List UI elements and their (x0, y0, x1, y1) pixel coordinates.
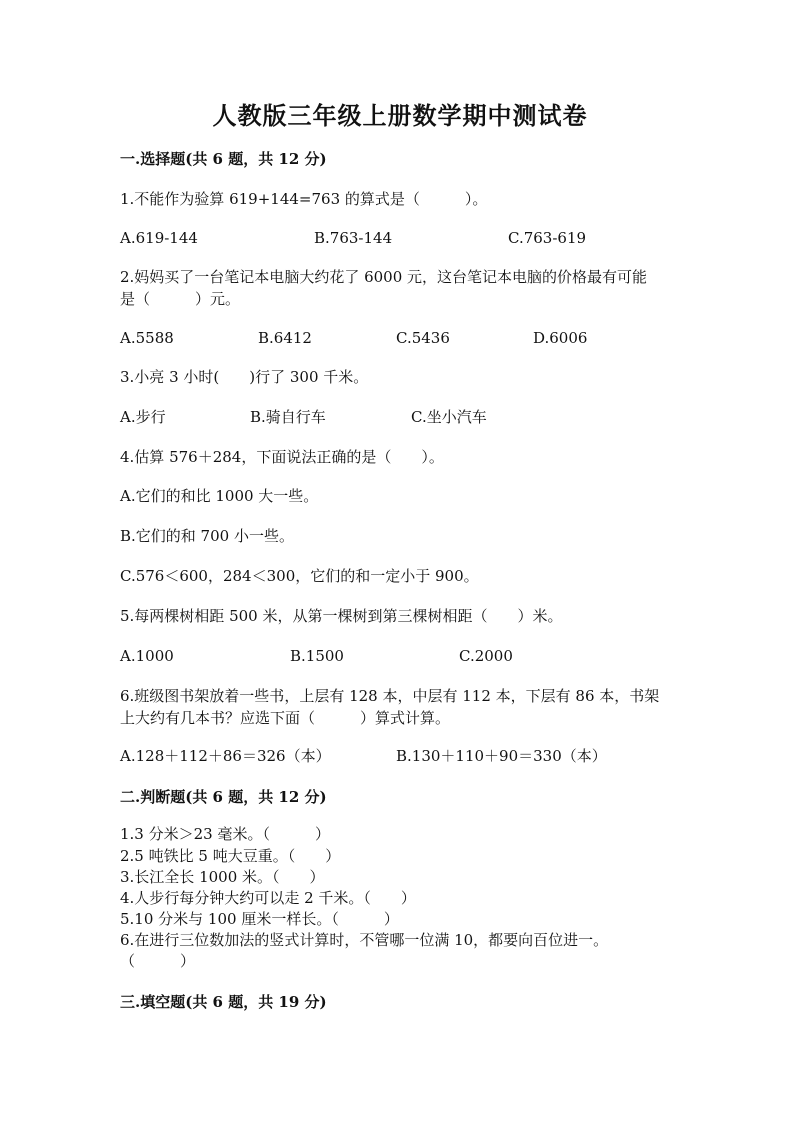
question-1-option-b: B.763-144 (314, 229, 393, 247)
section-heading-fill-in: 三.填空题(共 6 题，共 19 分) (120, 993, 327, 1011)
question-2-stem-line-2: 是（ ）元。 (120, 290, 241, 308)
question-6-option-b: B.130＋110＋90＝330（本） (396, 747, 607, 765)
section-heading-judgement: 二.判断题(共 6 题，共 12 分) (120, 788, 327, 806)
judgement-item-3: 3.长江全长 1000 米。（ ） (120, 868, 325, 886)
judgement-item-5: 5.10 分米与 100 厘米一样长。（ ） (120, 910, 399, 928)
section-heading-choice: 一.选择题(共 6 题，共 12 分) (120, 150, 327, 168)
question-3-option-b: B.骑自行车 (250, 408, 326, 426)
question-1-option-a: A.619-144 (120, 229, 198, 247)
question-4-option-c: C.576＜600，284＜300，它们的和一定小于 900。 (120, 567, 479, 585)
judgement-item-1: 1.3 分米＞23 毫米。（ ） (120, 825, 330, 843)
judgement-item-6-blank: （ ） (120, 952, 196, 970)
question-6-stem-line-2: 上大约有几本书？应选下面（ ）算式计算。 (120, 709, 451, 727)
question-6-stem-line-1: 6.班级图书架放着一些书，上层有 128 本，中层有 112 本，下层有 86 本，书架 (120, 687, 660, 705)
question-2-option-c: C.5436 (396, 329, 450, 347)
question-2-stem-line-1: 2.妈妈买了一台笔记本电脑大约花了 6000 元，这台笔记本电脑的价格最有可能 (120, 268, 648, 286)
question-1-stem: 1.不能作为验算 619+144=763 的算式是（ ）。 (120, 190, 488, 208)
question-5-option-b: B.1500 (290, 647, 344, 665)
question-3-stem: 3.小亮 3 小时( )行了 300 千米。 (120, 368, 369, 386)
page-title: 人教版三年级上册数学期中测试卷 (212, 101, 588, 130)
question-1-option-c: C.763-619 (508, 229, 587, 247)
question-2-option-b: B.6412 (258, 329, 312, 347)
question-5-stem: 5.每两棵树相距 500 米，从第一棵树到第三棵树相距（ ）米。 (120, 607, 563, 625)
question-3-option-c: C.坐小汽车 (411, 408, 487, 426)
question-3-option-a: A.步行 (120, 408, 166, 426)
judgement-item-2: 2.5 吨铁比 5 吨大豆重。（ ） (120, 847, 341, 865)
question-6-option-a: A.128＋112＋86＝326（本） (120, 747, 331, 765)
judgement-item-4: 4.人步行每分钟大约可以走 2 千米。（ ） (120, 889, 416, 907)
question-2-option-d: D.6006 (533, 329, 588, 347)
question-2-option-a: A.5588 (120, 329, 174, 347)
question-5-option-a: A.1000 (120, 647, 174, 665)
question-4-option-a: A.它们的和比 1000 大一些。 (120, 487, 319, 505)
question-4-stem: 4.估算 576＋284，下面说法正确的是（ ）。 (120, 448, 444, 466)
question-4-option-b: B.它们的和 700 小一些。 (120, 527, 294, 545)
question-5-option-c: C.2000 (459, 647, 513, 665)
judgement-item-6: 6.在进行三位数加法的竖式计算时，不管哪一位满 10，都要向百位进一。 (120, 931, 609, 949)
